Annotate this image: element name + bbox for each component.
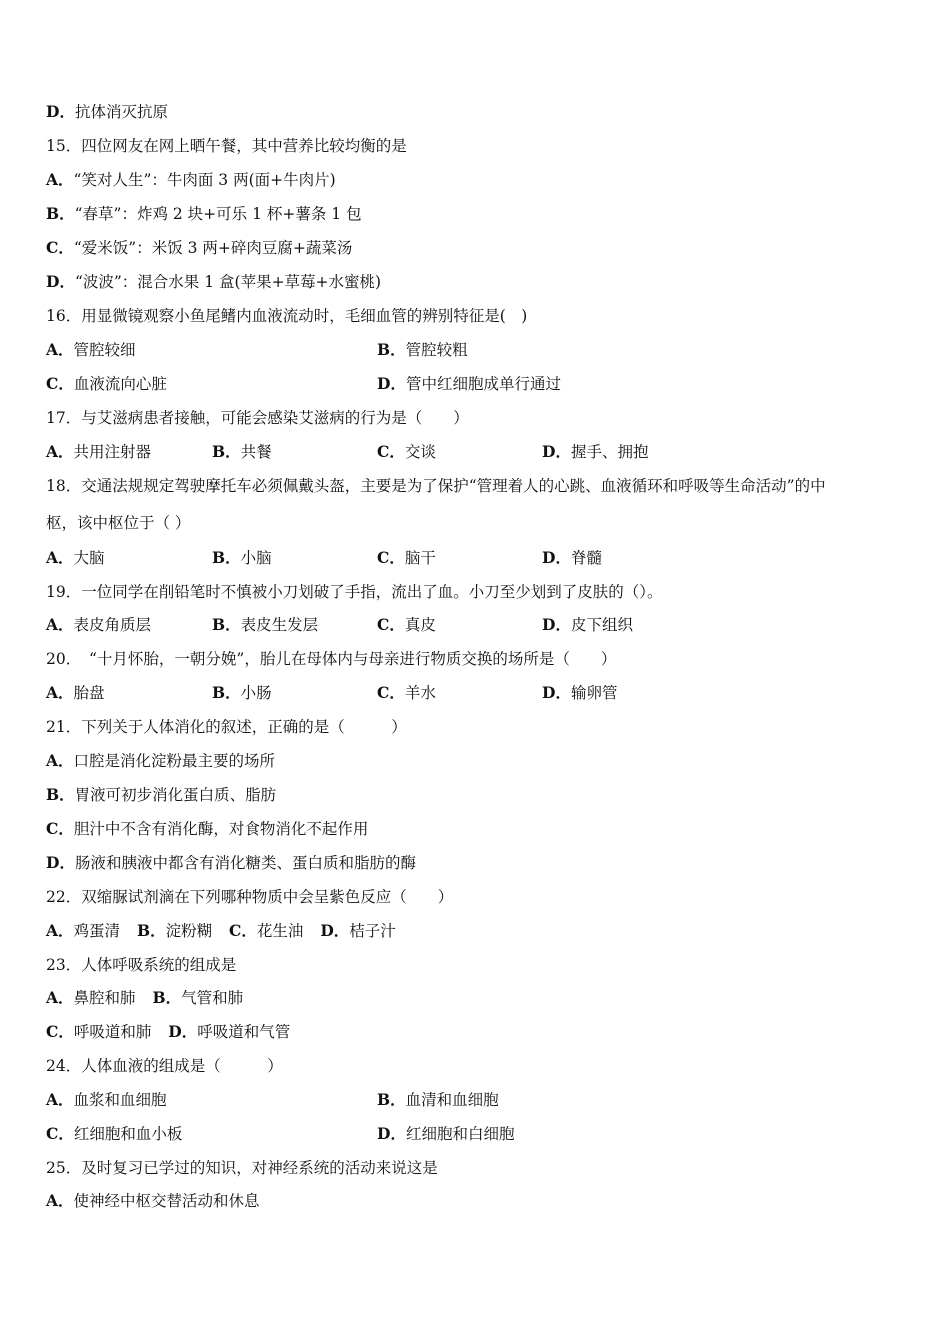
- q23-option-d: D．呼吸道和气管: [168, 1022, 291, 1041]
- q21-stem: 21．下列关于人体消化的叙述，正确的是（ ）: [46, 718, 407, 736]
- q22-options: [46, 921, 396, 941]
- q25-option-a: A．使神经中枢交替活动和休息: [46, 1191, 260, 1210]
- q20-option-d: D．输卵管: [542, 683, 618, 702]
- q19-option-c: C．真皮: [377, 615, 436, 634]
- q14-option-d: D．抗体消灭抗原: [46, 102, 168, 121]
- q24-option-a: A．血浆和血细胞: [46, 1090, 167, 1109]
- q17-stem: 17．与艾滋病患者接触，可能会感染艾滋病的行为是（ ）: [46, 409, 469, 427]
- q19-option-a: A．表皮角质层: [46, 615, 152, 634]
- q24-option-c: C．红细胞和血小板: [46, 1124, 183, 1143]
- q15-option-c: C．“爱米饭”：米饭 3 两+碎肉豆腐+蔬菜汤: [46, 238, 353, 257]
- q23-stem: 23．人体呼吸系统的组成是: [46, 956, 237, 974]
- q24-option-d: D．红细胞和白细胞: [377, 1124, 515, 1143]
- q19-option-b: B．表皮生发层: [212, 615, 319, 634]
- q19-stem: 19．一位同学在削铅笔时不慎被小刀划破了手指，流出了血。小刀至少划到了皮肤的（）。: [46, 583, 663, 601]
- q17-option-d: D．握手、拥抱: [542, 442, 649, 461]
- q16-stem: 16．用显微镜观察小鱼尾鳍内血液流动时，毛细血管的辨别特征是( ): [46, 307, 528, 325]
- q18-option-d: D．脊髓: [542, 548, 602, 567]
- q22-option-d: D．桔子汁: [320, 921, 396, 940]
- q19-option-d: D．皮下组织: [542, 615, 633, 634]
- q17-option-a: A．共用注射器: [46, 442, 152, 461]
- q15-option-d: D．“波波”：混合水果 1 盒(苹果+草莓+水蜜桃): [46, 272, 382, 291]
- q17-option-c: C．交谈: [377, 442, 436, 461]
- q21-option-b: B．胃液可初步消化蛋白质、脂肪: [46, 785, 277, 804]
- q15-stem: 15．四位网友在网上晒午餐，其中营养比较均衡的是: [46, 137, 407, 155]
- q24-option-b: B．血清和血细胞: [377, 1090, 499, 1109]
- q23-options-row2: [46, 1022, 290, 1042]
- q22-option-c: C．花生油: [229, 921, 304, 940]
- q15-option-a: A．“笑对人生”：牛肉面 3 两(面+牛肉片): [46, 170, 336, 189]
- q22-stem: 22．双缩脲试剂滴在下列哪种物质中会呈紫色反应（ ）: [46, 888, 454, 906]
- q18-option-c: C．脑干: [377, 548, 436, 567]
- q23-option-b: B．气管和肺: [152, 988, 244, 1007]
- q23-option-a: A．鼻腔和肺: [46, 988, 136, 1007]
- q16-option-b: B．管腔较粗: [377, 340, 468, 359]
- q18-option-a: A．大脑: [46, 548, 105, 567]
- q20-option-b: B．小肠: [212, 683, 272, 702]
- q22-option-b: B．淀粉糊: [136, 921, 213, 940]
- q24-stem: 24．人体血液的组成是（ ）: [46, 1057, 283, 1075]
- q16-option-d: D．管中红细胞成单行通过: [377, 374, 561, 393]
- q16-option-c: C．血液流向心脏: [46, 374, 167, 393]
- q21-option-c: C．胆汁中不含有消化酶，对食物消化不起作用: [46, 819, 369, 838]
- q21-option-a: A．口腔是消化淀粉最主要的场所: [46, 751, 276, 770]
- q25-stem: 25．及时复习已学过的知识，对神经系统的活动来说这是: [46, 1159, 438, 1177]
- q20-stem: 20． “十月怀胎，一朝分娩”，胎儿在母体内与母亲进行物质交换的场所是（ ）: [46, 650, 617, 668]
- q16-option-a: A．管腔较细: [46, 340, 136, 359]
- q18-option-b: B．小脑: [212, 548, 272, 567]
- q20-option-c: C．羊水: [377, 683, 436, 702]
- q17-option-b: B．共餐: [212, 442, 272, 461]
- q20-option-a: A．胎盘: [46, 683, 105, 702]
- q18-stem-line2: 枢，该中枢位于（ ）: [46, 514, 191, 532]
- q23-option-c: C．呼吸道和肺: [46, 1022, 152, 1041]
- q23-options-row1: [46, 988, 243, 1008]
- q15-option-b: B．“春草”：炸鸡 2 块+可乐 1 杯+薯条 1 包: [46, 204, 362, 223]
- q21-option-d: D．肠液和胰液中都含有消化糖类、蛋白质和脂肪的酶: [46, 853, 416, 872]
- q18-stem-line1: 18．交通法规规定驾驶摩托车必须佩戴头盔，主要是为了保护“管理着人的心跳、血液循环和呼吸等生命活动”的中: [46, 477, 826, 495]
- q22-option-a: A．鸡蛋清: [46, 921, 121, 940]
